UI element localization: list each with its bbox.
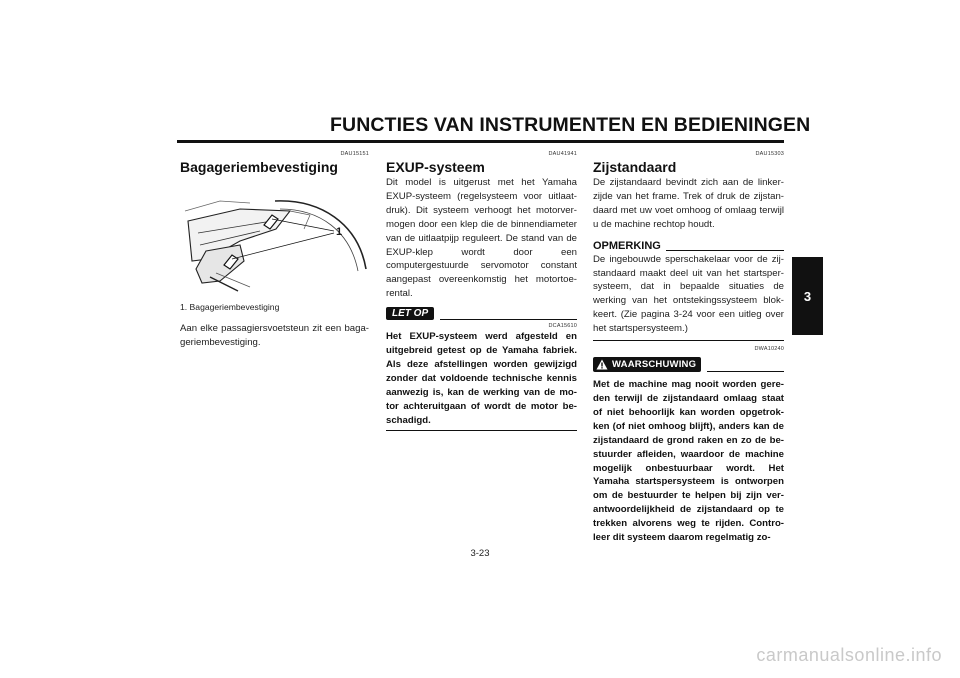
section-body-text: De zijstandaard bevindt zich aan de linker-zijde van het frame. Trek of druk de zijstan-daard met uw voet omhoog of omlaag terwijl u de machine rechtop houdt. bbox=[593, 177, 784, 230]
section-body-text: Aan elke passagiersvoetsteun zit een baga-geriembevestiging. bbox=[180, 323, 369, 348]
watermark: carmanualsonline.info bbox=[756, 645, 942, 665]
luggage-strap-illustration bbox=[180, 181, 368, 296]
note-title: OPMERKING bbox=[593, 239, 661, 252]
warning-badge bbox=[593, 357, 701, 372]
note-header bbox=[593, 240, 784, 252]
caution-end-rule bbox=[386, 430, 577, 431]
warning-code: DWA10240 bbox=[754, 346, 784, 353]
caution-badge: LET OP bbox=[386, 307, 434, 320]
column-zijstandaard bbox=[593, 150, 784, 545]
figure-luggage-strap-holder bbox=[180, 181, 368, 296]
section-code: DAU41941 bbox=[548, 151, 577, 157]
section-heading: Zijstandaard bbox=[593, 159, 677, 175]
column-bagageriembevestiging bbox=[180, 150, 369, 350]
note-end-rule bbox=[593, 340, 784, 341]
section-heading: Bagageriembevestiging bbox=[180, 159, 338, 175]
warning-header bbox=[593, 356, 784, 372]
warning-text: Met de machine mag nooit worden gere-den terwijl de zijstandaard omlaag staat of niet behoorlijk kan worden opgetrok-ken (of niet omhoog blijft), anders kan de zijstandaard de grond raken en zo de be-stuurder afleiden, waardoor de machine mogelijk onbestuurbaar wordt. Het Yamaha startspersysteem is ontworpen om de bestuurder te helpen bij zijn ver-antwoordelijkheid de zijstandaard op te trekken alvorens weg te rijden. Contro-leer dit systeem daarom regelmatig zo- bbox=[593, 379, 784, 544]
note-text: De ingebouwde sperschakelaar voor de zij-standaard maakt deel uit van het startsper-systeem, dat in bepaalde situaties de werking van het ontstekingssysteem blok-keert. (Zie pagina 3-24 voor een uitleg over het startspersysteem.) bbox=[593, 253, 784, 335]
caution-text: Het EXUP-systeem werd afgesteld en uitgebreid getest op de Yamaha fabriek. Als deze afstellingen worden gewijzigd zonder dat voldoende technische kennis aanwezig is, kan de werking van de mo-tor achteruitgaan of wordt de motor be-schadigd. bbox=[386, 331, 577, 426]
caution-code: DCA15610 bbox=[548, 323, 577, 330]
chapter-tab: 3 bbox=[792, 257, 823, 335]
figure-caption: 1. Bagageriembevestiging bbox=[180, 302, 280, 312]
header-rule bbox=[177, 140, 784, 143]
note-rule bbox=[666, 250, 784, 251]
page-header-title: FUNCTIES VAN INSTRUMENTEN EN BEDIENINGEN bbox=[330, 114, 811, 136]
warning-triangle-icon bbox=[596, 359, 608, 370]
caution-rule bbox=[440, 319, 577, 320]
column-exup-systeem bbox=[386, 150, 577, 431]
section-heading: EXUP-systeem bbox=[386, 159, 485, 175]
caution-header bbox=[386, 306, 577, 320]
warning-rule bbox=[707, 371, 784, 372]
figure-callout-1: 1 bbox=[336, 226, 343, 238]
section-code: DAU15303 bbox=[755, 151, 784, 157]
section-code: DAU15151 bbox=[340, 151, 369, 157]
warning-label: WAARSCHUWING bbox=[612, 359, 697, 371]
section-body-text: Dit model is uitgerust met het Yamaha EXUP-systeem (regelsysteem voor uitlaat-druk). Dit systeem verhoogt het motorver-mogen door een klep die de binnendiameter van de uitlaatpijp reguleert. De stand van de EXUP-klep wordt door een computergestuurde servomotor constant aangepast overeenkomstig het motortoe-rental. bbox=[386, 177, 577, 300]
page-number: 3-23 bbox=[470, 548, 490, 559]
